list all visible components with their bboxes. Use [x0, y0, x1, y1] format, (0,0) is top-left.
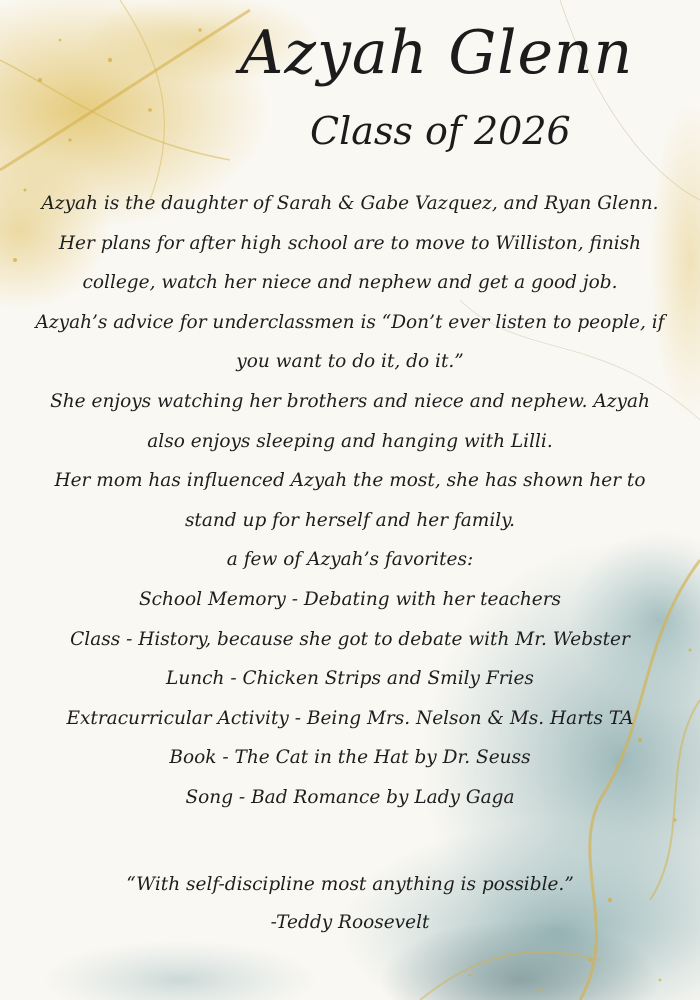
favorites-heading: a few of Azyah’s favorites: [226, 549, 474, 571]
bio-line: Her mom has influenced Azyah the most, she has shown her to [54, 470, 646, 492]
favorite-item: Song - Bad Romance by Lady Gaga [185, 786, 515, 808]
favorite-item: Lunch - Chicken Strips and Smily Fries [166, 668, 534, 690]
bio-line: She enjoys watching her brothers and niece and nephew. Azyah [50, 390, 650, 412]
quote-author: -Teddy Roosevelt [270, 912, 430, 933]
bio-line: also enjoys sleeping and hanging with Lilli. [147, 430, 553, 452]
bio-line: Azyah’s advice for underclassmen is “Don’t ever listen to people, if [35, 311, 665, 333]
bio-line: college, watch her niece and nephew and get a good job. [82, 272, 618, 294]
bio-line: stand up for herself and her family. [184, 509, 516, 531]
quote-text: “With self-discipline most anything is possible.” [126, 874, 574, 895]
bio-line: Azyah is the daughter of Sarah & Gabe Vazquez, and Ryan Glenn. [41, 193, 659, 214]
bio-line: Her plans for after high school are to move to Williston, finish [58, 232, 642, 254]
favorite-item: Class - History, because she got to debate with Mr. Webster [70, 628, 630, 650]
favorite-item: Book - The Cat in the Hat by Dr. Seuss [169, 747, 531, 769]
bio-section [18, 184, 682, 818]
bio-line: you want to do it, do it.” [236, 351, 464, 373]
student-name-title: Azyah Glenn [240, 18, 634, 88]
quote-block [40, 866, 660, 942]
favorite-item: School Memory - Debating with her teachers [138, 588, 562, 610]
favorite-item: Extracurricular Activity - Being Mrs. Nelson & Ms. Harts TA [66, 707, 634, 729]
class-year-subtitle: Class of 2026 [310, 109, 571, 153]
